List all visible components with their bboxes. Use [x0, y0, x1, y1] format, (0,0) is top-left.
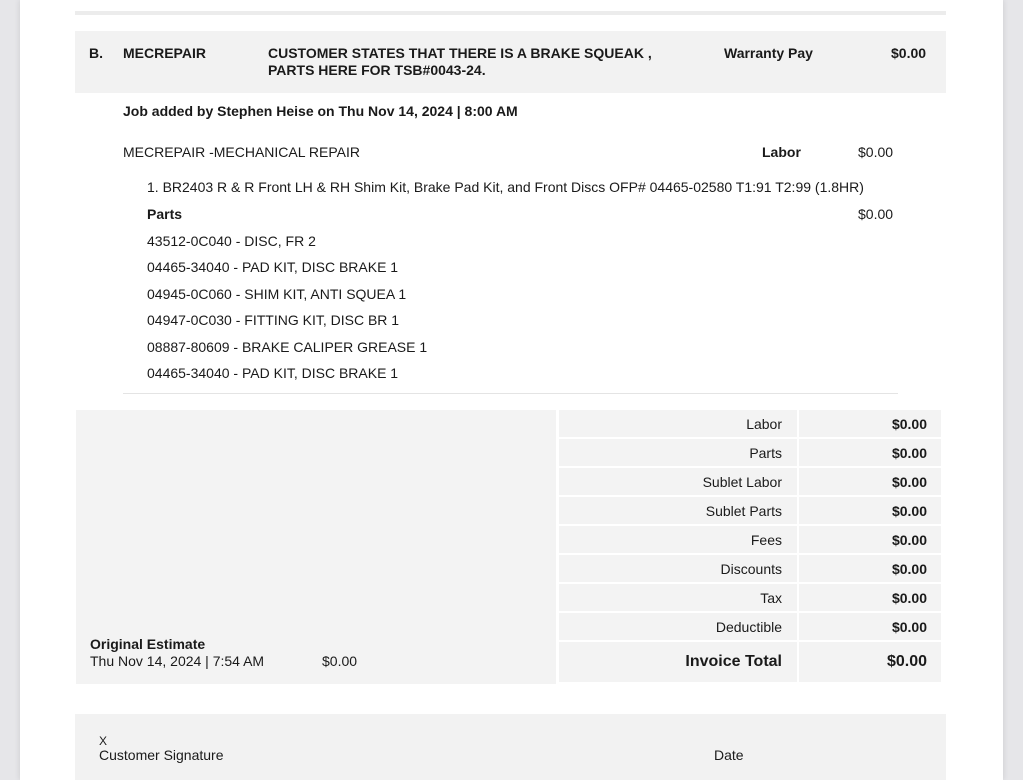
estimate-date: Thu Nov 14, 2024 | 7:54 AM [90, 653, 265, 669]
parts-label: Parts [147, 206, 183, 222]
totals-value: $0.00 [799, 468, 941, 495]
labor-line-name: MECREPAIR -MECHANICAL REPAIR [123, 144, 360, 160]
totals-row-sublet-parts [559, 497, 941, 524]
job-description-line1: CUSTOMER STATES THAT THERE IS A BRAKE SQUEAK , [268, 45, 652, 61]
totals-value: $0.00 [799, 439, 941, 466]
part-item: 43512-0C040 - DISC, FR 2 [147, 233, 316, 249]
operation-line: 1. BR2403 R & R Front LH & RH Shim Kit, Brake Pad Kit, and Front Discs OFP# 04465-02580 T1:91 T2:99 (1.8HR) [147, 179, 864, 195]
part-item: 04465-34040 - PAD KIT, DISC BRAKE 1 [147, 365, 399, 381]
totals-label: Fees [559, 526, 797, 553]
totals-row-deductible [559, 613, 941, 640]
totals-row-parts [559, 439, 941, 466]
totals-label: Tax [559, 584, 797, 611]
signature-mark: X [99, 734, 108, 748]
invoice-total-label: Invoice Total [559, 642, 797, 682]
job-letter: B. [89, 45, 103, 61]
totals-label: Sublet Labor [559, 468, 797, 495]
part-item: 04947-0C030 - FITTING KIT, DISC BR 1 [147, 312, 400, 328]
totals-label: Discounts [559, 555, 797, 582]
part-item: 04945-0C060 - SHIM KIT, ANTI SQUEA 1 [147, 286, 407, 302]
totals-value: $0.00 [799, 410, 941, 437]
totals-value: $0.00 [799, 613, 941, 640]
totals-row-labor [559, 410, 941, 437]
invoice-total-value: $0.00 [799, 642, 941, 682]
estimate-label: Original Estimate [90, 636, 206, 652]
top-divider [75, 11, 946, 15]
estimate-amount: $0.00 [322, 653, 358, 669]
part-item: 08887-80609 - BRAKE CALIPER GREASE 1 [147, 339, 428, 355]
invoice-sheet [20, 0, 1003, 780]
totals-label: Sublet Parts [559, 497, 797, 524]
totals-row-discounts [559, 555, 941, 582]
totals-value: $0.00 [799, 497, 941, 524]
job-amount: $0.00 [891, 45, 927, 61]
totals-table [559, 410, 941, 684]
parts-amount: $0.00 [858, 206, 894, 222]
totals-label: Labor [559, 410, 797, 437]
totals-value: $0.00 [799, 584, 941, 611]
totals-label: Deductible [559, 613, 797, 640]
job-code: MECREPAIR [123, 45, 206, 61]
job-description-line2: PARTS HERE FOR TSB#0043-24. [268, 62, 486, 78]
totals-label: Parts [559, 439, 797, 466]
invoice-total-row [559, 642, 941, 682]
totals-value: $0.00 [799, 526, 941, 553]
customer-signature-label: Customer Signature [99, 747, 224, 763]
section-divider [123, 393, 898, 394]
totals-row-fees [559, 526, 941, 553]
totals-value: $0.00 [799, 555, 941, 582]
job-header [75, 31, 946, 93]
totals-row-tax [559, 584, 941, 611]
job-pay-type: Warranty Pay [724, 45, 813, 61]
date-label: Date [714, 747, 744, 763]
labor-line-label: Labor [762, 144, 801, 160]
totals-row-sublet-labor [559, 468, 941, 495]
labor-line-amount: $0.00 [858, 144, 894, 160]
part-item: 04465-34040 - PAD KIT, DISC BRAKE 1 [147, 259, 399, 275]
job-added-by: Job added by Stephen Heise on Thu Nov 14, 2024 | 8:00 AM [123, 103, 518, 119]
